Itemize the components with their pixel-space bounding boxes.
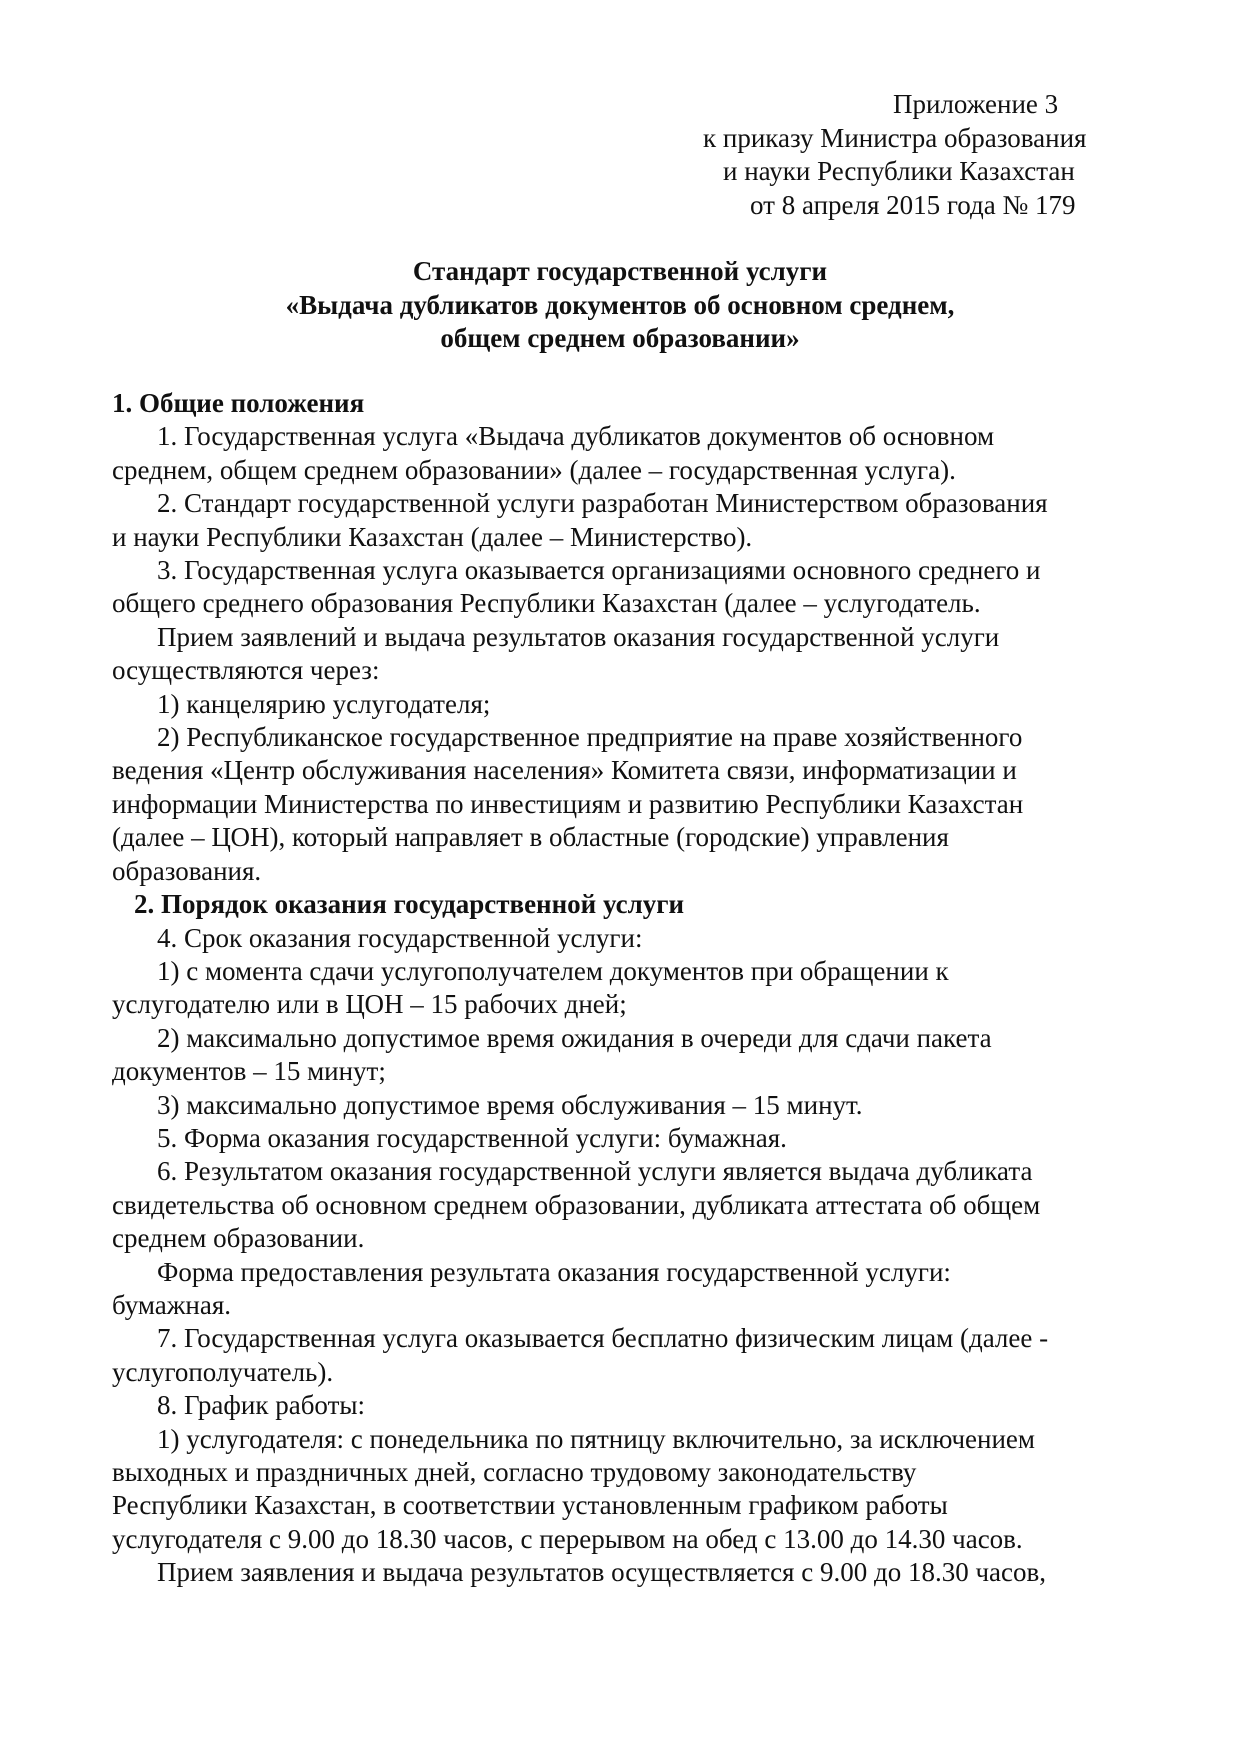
body-line: 2) максимально допустимое время ожидания в очереди для сдачи пакета (157, 1022, 992, 1053)
body-line: среднем, общем среднем образовании» (далее – государственная услуга). (112, 454, 956, 485)
body-line: 6. Результатом оказания государственной услуги является выдача дубликата (157, 1156, 1033, 1187)
body-line: услугодателя с 9.00 до 18.30 часов, с перерывом на обед с 13.00 до 14.30 часов. (112, 1523, 1023, 1554)
body-line: 2) Республиканское государственное предприятие на праве хозяйственного (157, 722, 1023, 753)
section-heading-general: 1. Общие положения (112, 388, 365, 418)
body-line: 7. Государственная услуга оказывается бесплатно физическим лицам (далее - (157, 1323, 1049, 1354)
body-line: Республики Казахстан, в соответствии установленным графиком работы (112, 1490, 948, 1521)
body-line: 3. Государственная услуга оказывается организациями основного среднего и (157, 555, 1041, 586)
body-line: услугодателю или в ЦОН – 15 рабочих дней; (112, 989, 627, 1020)
appendix-line: и науки Республики Казахстан (723, 156, 1075, 186)
body-line: свидетельства об основном среднем образовании, дубликата аттестата об общем (112, 1189, 1041, 1220)
title-line: «Выдача дубликатов документов об основном среднем, (285, 289, 955, 320)
appendix-reference (695, 88, 1145, 222)
body-line: 8. График работы: (157, 1390, 366, 1421)
body-line: информации Министерства по инвестициям и развитию Республики Казахстан (112, 788, 1024, 819)
body-line: 3) максимально допустимое время обслуживания – 15 минут. (157, 1089, 863, 1120)
title-line: Стандарт государственной услуги (412, 256, 828, 286)
body-line: 2. Стандарт государственной услуги разработан Министерством образования (157, 488, 1048, 519)
appendix-line: Приложение 3 (893, 89, 1059, 119)
body-line: услугополучатель). (112, 1356, 334, 1387)
body-line: 1. Государственная услуга «Выдача дубликатов документов об основном (157, 421, 995, 452)
body-line: 4. Срок оказания государственной услуги: (157, 922, 643, 953)
body-line: осуществляются через: (112, 655, 380, 686)
document-body (112, 387, 1130, 1590)
body-line: бумажная. (112, 1289, 231, 1320)
body-line: Прием заявления и выдача результатов осуществляется с 9.00 до 18.30 часов, (157, 1557, 1046, 1588)
body-line: среднем образовании. (112, 1223, 365, 1254)
section-heading-procedure: 2. Порядок оказания государственной услуги (134, 889, 685, 920)
body-line: (далее – ЦОН), который направляет в областные (городские) управления (112, 822, 949, 853)
appendix-line: к приказу Министра образования (703, 122, 1087, 153)
appendix-line: от 8 апреля 2015 года № 179 (750, 189, 1076, 220)
body-line: 5. Форма оказания государственной услуги: бумажная. (157, 1122, 787, 1153)
body-line: Прием заявлений и выдача результатов оказания государственной услуги (157, 621, 1000, 652)
body-line: 1) с момента сдачи услугополучателем документов при обращении к (157, 955, 949, 986)
body-line: и науки Республики Казахстан (далее – Министерство). (112, 521, 753, 552)
body-line: Форма предоставления результата оказания государственной услуги: (157, 1256, 951, 1287)
document-title (110, 255, 1130, 356)
body-line: 1) канцелярию услугодателя; (157, 688, 491, 719)
title-line: общем среднем образовании» (440, 323, 800, 353)
body-line: ведения «Центр обслуживания населения» Комитета связи, информатизации и (112, 755, 1017, 786)
body-line: выходных и праздничных дней, согласно трудовому законодательству (112, 1457, 917, 1487)
body-line: документов – 15 минут; (112, 1056, 386, 1087)
body-line: образования. (112, 855, 262, 886)
body-line: 1) услугодателя: с понедельника по пятницу включительно, за исключением (157, 1423, 1035, 1454)
body-line: общего среднего образования Республики Казахстан (далее – услугодатель. (112, 588, 981, 619)
